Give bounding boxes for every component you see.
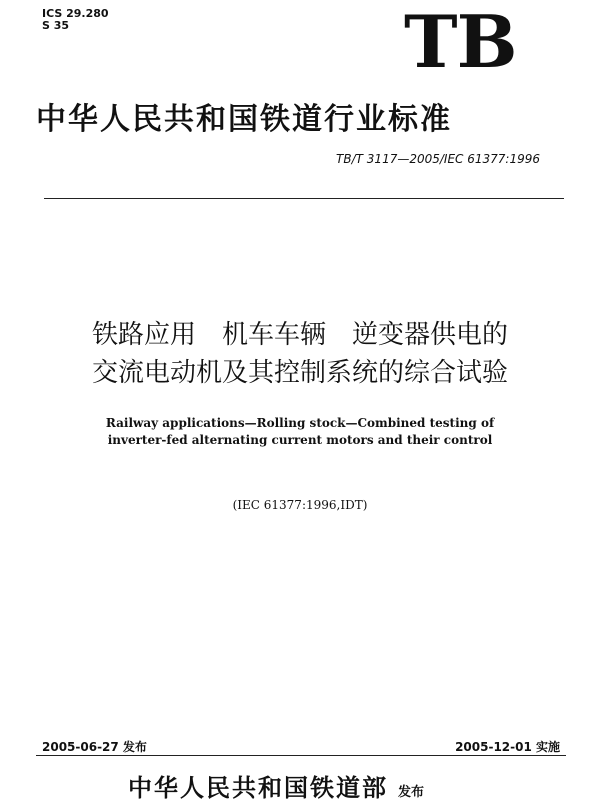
standard-title: 中华人民共和国铁道行业标准 bbox=[36, 102, 452, 137]
tb-logo: TB bbox=[404, 0, 517, 84]
publisher-name: 中华人民共和国铁道部 bbox=[128, 773, 388, 802]
issue-date: 2005-06-27 发布 bbox=[42, 740, 147, 754]
document-title-en-line2: inverter-fed alternating current motors and their control bbox=[107, 433, 493, 447]
standard-number: TB/T 3117—2005/IEC 61377:1996 bbox=[336, 152, 540, 166]
publisher-suffix: 发布 bbox=[398, 785, 425, 800]
bottom-divider bbox=[36, 755, 566, 756]
implementation-date: 2005-12-01 实施 bbox=[455, 740, 560, 754]
ics-code: ICS 29.280 bbox=[42, 7, 109, 20]
ccs-code: S 35 bbox=[42, 19, 70, 32]
document-title-en-line1: Railway applications—Rolling stock—Combined testing of bbox=[105, 416, 495, 430]
iec-equivalence: (IEC 61377:1996,IDT) bbox=[232, 498, 368, 512]
top-divider bbox=[44, 198, 564, 199]
classification-codes bbox=[42, 8, 109, 32]
document-title-en bbox=[40, 415, 560, 449]
document-title-cn-line2: 交流电动机及其控制系统的综合试验 bbox=[91, 358, 508, 388]
document-title-cn-line1: 铁路应用 机车车辆 逆变器供电的 bbox=[91, 320, 508, 350]
document-title-cn bbox=[40, 316, 560, 392]
publisher bbox=[128, 768, 424, 803]
